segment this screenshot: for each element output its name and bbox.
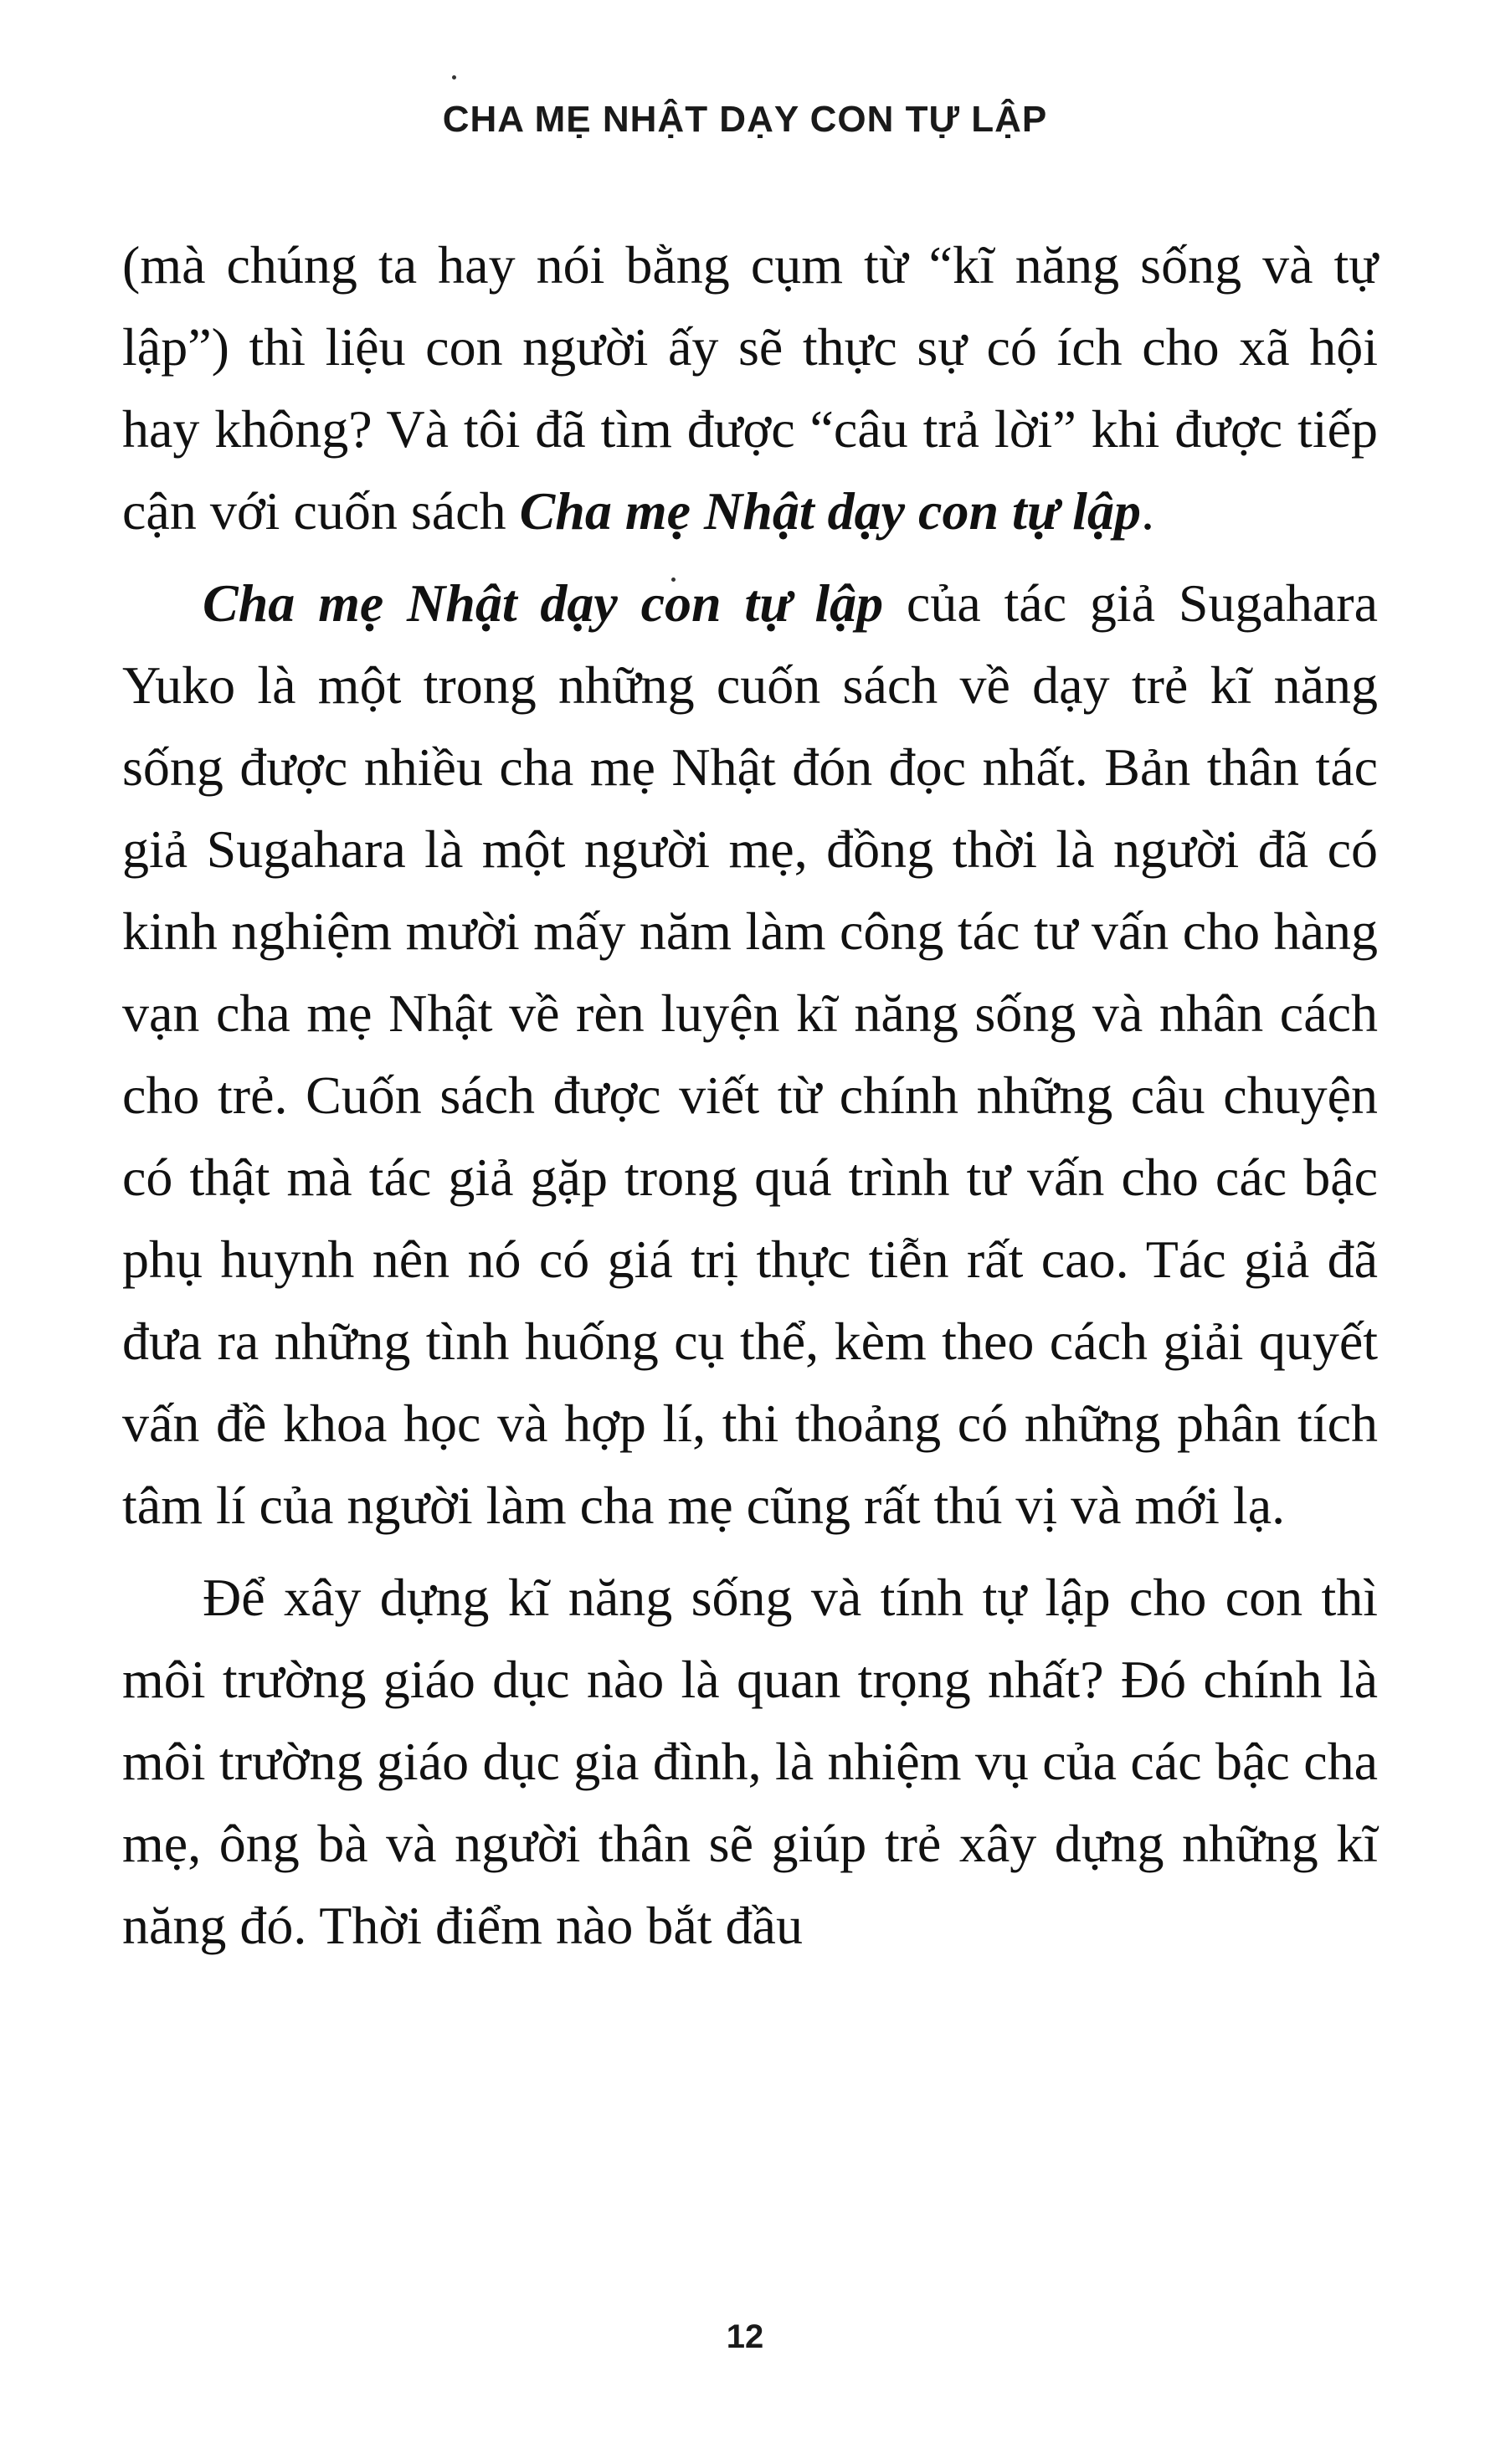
page-number: 12 <box>726 2318 764 2355</box>
book-title-italic: Cha mẹ Nhật dạy con tự lập <box>519 481 1141 541</box>
paragraph-2-text: của tác giả Sugahara Yuko là một trong những cuốn sách về dạy trẻ kĩ năng sống được nhiều cha mẹ Nhật đón đọc nhất. Bản thân tác giả Sugahara là một người mẹ, đồng thời là người đã có kinh nghiệm mười mấy năm làm công tác tư vấn cho hàng vạn cha mẹ Nhật về rèn luyện kĩ năng sống và nhân cách cho trẻ. Cuốn sách được viết từ chính những câu chuyện có thật mà tác giả gặp trong quá trình tư vấn cho các bậc phụ huynh nên nó có giá trị thực tiễn rất cao. Tác giả đã đưa ra những tình huống cụ thể, kèm theo cách giải quyết vấn đề khoa học và hợp lí, thi thoảng có những phân tích tâm lí của người làm cha mẹ cũng rất thú vị và mới lạ. <box>122 573 1379 1535</box>
running-header-title: CHA MẸ NHẬT DẠY CON TỰ LẬP <box>442 99 1048 140</box>
paragraph-family-education <box>122 1557 1378 1967</box>
book-title-italic: Cha mẹ Nhật dạy con tự lập <box>203 573 884 633</box>
paragraph-book-intro <box>122 562 1378 1547</box>
paragraph-continuation <box>122 224 1378 552</box>
paragraph-3-text: Để xây dựng kĩ năng sống và tính tự lập cho con thì môi trường giáo dục nào là quan trọng nhất? Đó chính là môi trường giáo dục gia đình, là nhiệm vụ của các bậc cha mẹ, ông bà và người thân sẽ giúp trẻ xây dựng những kĩ năng đó. Thời điểm nào bắt đầu <box>122 1568 1378 1955</box>
print-speck <box>452 75 456 80</box>
paragraph-1-text: (mà chúng ta hay nói bằng cụm từ “kĩ năng sống và tự lập”) thì liệu con người ấy sẽ thực sự có ích cho xã hội hay không? Và tôi đã tìm được “câu trả lời” khi được tiếp cận với cuốn sách <box>122 235 1378 541</box>
paragraph-1-end: . <box>1140 481 1154 541</box>
page-body <box>122 224 1378 1977</box>
